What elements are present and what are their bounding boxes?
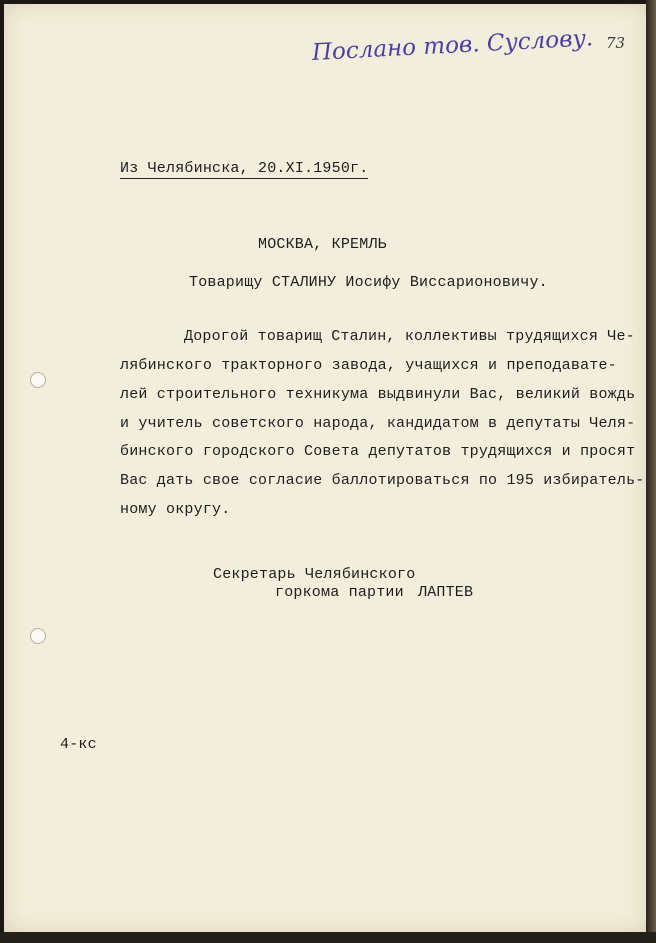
body-line-1: Дорогой товарищ Сталин, коллективы трудящихся Че- xyxy=(184,328,635,345)
page-bottom-edge xyxy=(0,932,656,943)
body-line-6: Вас дать свое согласие баллотироваться по 195 избиратель- xyxy=(120,472,645,489)
page-edge-shadow xyxy=(646,0,656,943)
reference-code: 4-кс xyxy=(60,736,97,753)
body-line-2: лябинского тракторного завода, учащихся и преподавате- xyxy=(120,357,617,374)
punch-hole-upper xyxy=(30,372,46,388)
document-page xyxy=(4,4,646,932)
addressee-line: Товарищу СТАЛИНУ Иосифу Виссарионовичу. xyxy=(189,274,548,291)
address-moscow-kremlin: МОСКВА, КРЕМЛЬ xyxy=(258,236,387,253)
signature-title-line1: Секретарь Челябинского xyxy=(213,566,416,583)
handwritten-note: Послано тов. Суслову. xyxy=(311,25,594,66)
signature-title-line2: горкома партии xyxy=(275,584,404,601)
body-line-3: лей строительного техникума выдвинули Вас, великий вождь xyxy=(120,386,636,403)
body-line-7: ному округу. xyxy=(120,501,231,518)
page-number: 73 xyxy=(606,34,626,52)
body-line-4: и учитель советского народа, кандидатом в депутаты Челя- xyxy=(120,415,636,432)
signature-name: ЛАПТЕВ xyxy=(418,584,474,601)
punch-hole-lower xyxy=(30,628,46,644)
body-line-5: бинского городского Совета депутатов трудящихся и просят xyxy=(120,443,636,460)
origin-date-line: Из Челябинска, 20.XI.1950г. xyxy=(120,160,369,177)
